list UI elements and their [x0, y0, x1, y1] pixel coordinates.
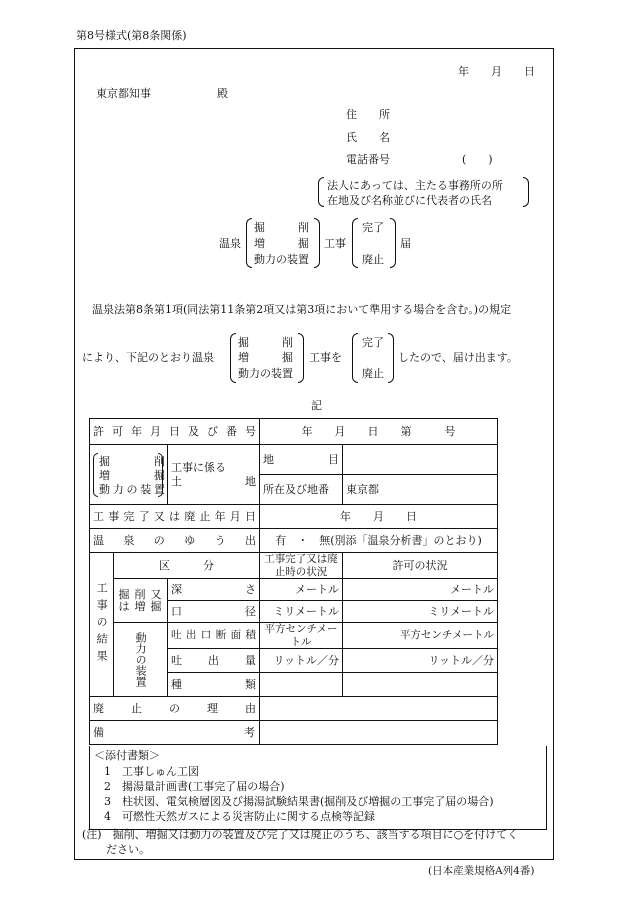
- reason-label: 廃止の理由: [90, 697, 260, 721]
- diameter-status[interactable]: ミリメートル: [260, 601, 343, 623]
- area-label: 吐出口断面積: [168, 623, 260, 649]
- remarks-char-2: 考: [244, 726, 255, 740]
- depth-permit[interactable]: メートル: [343, 579, 498, 601]
- area-permit[interactable]: 平方センチメートル: [343, 623, 498, 649]
- area-row: [90, 623, 498, 649]
- land-label: [168, 445, 260, 505]
- corp-note-open-brace: [318, 177, 324, 207]
- result-header-row: [90, 553, 498, 579]
- permit-label: 許可年月日及び番号: [90, 419, 260, 445]
- result-label: 工事の結果: [90, 553, 114, 697]
- type-label: 種 類: [168, 673, 260, 697]
- permit-value[interactable]: 年 月 日 第 号: [260, 419, 498, 445]
- douryoku-group-label: 動力の装置: [114, 623, 168, 697]
- body-item-zoukutsu[interactable]: 増 掘: [238, 351, 293, 364]
- title-item-zoukutsu[interactable]: 増 掘: [254, 237, 309, 250]
- area-status[interactable]: 平方センチメートル: [260, 623, 343, 649]
- chimoku-label: 地 目: [260, 445, 343, 475]
- flow-label: 吐 出 量: [168, 649, 260, 673]
- work-type-open-brace: [93, 453, 98, 497]
- body-item-douryoku[interactable]: 動力の装置: [238, 367, 293, 380]
- yuushutsu-label: 温泉のゆう出: [90, 529, 260, 553]
- submission-date[interactable]: 年 月 日: [458, 65, 535, 78]
- flow-permit[interactable]: リットル／分: [343, 649, 498, 673]
- depth-status[interactable]: メートル: [260, 579, 343, 601]
- reason-row: [90, 697, 498, 721]
- complete-date-value[interactable]: 年 月 日: [260, 505, 498, 529]
- land-label-line-2: 土 地: [171, 474, 256, 488]
- attachments-heading: ＜添付書類＞: [94, 749, 160, 762]
- note-line-2: ださい。: [106, 843, 150, 856]
- phone-label: 電話番号: [346, 153, 390, 166]
- remarks-char-1: 備: [93, 726, 104, 740]
- title-option-complete[interactable]: 完了: [362, 221, 384, 234]
- kussaku-group-label: 掘削又は増掘: [118, 587, 163, 613]
- body-options-open-brace: [352, 333, 358, 383]
- form-code: 第8号様式(第8条関係): [76, 29, 187, 42]
- type-permit[interactable]: [343, 673, 498, 697]
- type-status[interactable]: [260, 673, 343, 697]
- remarks-label-wrap: [93, 726, 255, 739]
- attachment-item-1: 1 工事しゅん工図: [104, 765, 199, 778]
- title-option-abolish[interactable]: 廃止: [362, 253, 384, 266]
- report-table: [89, 418, 498, 745]
- depth-label: 深 さ: [168, 579, 260, 601]
- yuushutsu-value[interactable]: 有 ・ 無(別添「温泉分析書」のとおり): [260, 529, 498, 553]
- body-item-kussaku[interactable]: 掘 削: [238, 336, 293, 349]
- location-value[interactable]: 東京都: [343, 475, 498, 505]
- title-options-open-brace: [352, 218, 358, 268]
- title-middle: 工事: [324, 237, 346, 250]
- body-options-close-brace: [388, 333, 394, 383]
- work-type-close-brace: [158, 453, 163, 497]
- address-label: 住 所: [346, 108, 390, 121]
- attachments-box: [89, 746, 547, 830]
- col-permit-label: 許可の状況: [343, 553, 498, 579]
- title-options-close-brace: [390, 218, 396, 268]
- diameter-permit[interactable]: ミリメートル: [343, 601, 498, 623]
- kubun-label: 区 分: [114, 553, 260, 579]
- ki-heading: 記: [311, 399, 322, 412]
- corp-note-close-brace: [523, 177, 529, 207]
- complete-date-row: [90, 505, 498, 529]
- complete-date-label: 工事完了又は廃止年月日: [90, 505, 260, 529]
- attachment-item-2: 2 揚湯量計画書(工事完了届の場合): [104, 780, 285, 793]
- attachment-item-3: 3 柱状図、電気検層図及び揚湯試験結果書(掘削及び増掘の工事完了届の場合): [104, 795, 494, 808]
- work-type-douryoku[interactable]: 動力の装置: [99, 483, 165, 496]
- body-line-1: 温泉法第8条第1項(同法第11条第2項又は第3項において準用する場合を含む。)の規定: [92, 303, 512, 316]
- corp-note-line-1: 法人にあっては、主たる事務所の所: [327, 179, 503, 192]
- permit-row: [90, 419, 498, 445]
- addressee: 東京都知事 殿: [96, 87, 228, 100]
- chimoku-value[interactable]: [343, 445, 498, 475]
- remarks-label-cell: [90, 721, 260, 745]
- body-line-2-prefix: により、下記のとおり温泉: [82, 351, 214, 364]
- body-items-close-brace: [298, 333, 304, 383]
- remarks-value[interactable]: [260, 721, 498, 745]
- remarks-row: [90, 721, 498, 745]
- work-type-kussaku[interactable]: 掘 削: [99, 455, 165, 468]
- chimoku-row: [90, 445, 498, 475]
- attachment-item-4: 4 可燃性天然ガスによる災害防止に関する点検等記録: [104, 810, 375, 823]
- reason-value[interactable]: [260, 697, 498, 721]
- corp-note-line-2: 在地及び名称並びに代表者の氏名: [327, 194, 492, 207]
- location-label: 所在及び地番: [260, 475, 343, 505]
- diameter-label: 口 径: [168, 601, 260, 623]
- title-item-douryoku[interactable]: 動力の装置: [254, 253, 309, 266]
- kussaku-group-cell: [114, 579, 168, 623]
- note-line-1: (注) 掘削、増掘又は動力の装置及び完了又は廃止のうち、該当する項目に○を付けてく: [82, 828, 519, 841]
- body-option-abolish[interactable]: 廃止: [362, 367, 384, 380]
- body-middle: 工事を: [309, 351, 342, 364]
- yuushutsu-row: [90, 529, 498, 553]
- title-items-open-brace: [246, 218, 252, 268]
- phone-parentheses[interactable]: ( ): [462, 153, 493, 166]
- land-label-line-1: 工事に係る: [171, 461, 226, 475]
- body-suffix: したので、届け出ます。: [398, 351, 518, 364]
- paper-size-footer: (日本産業規格A列4番): [428, 865, 535, 877]
- depth-row: [90, 579, 498, 601]
- flow-status[interactable]: リットル／分: [260, 649, 343, 673]
- work-type-zoukutsu[interactable]: 増 掘: [99, 469, 165, 482]
- body-option-complete[interactable]: 完了: [362, 336, 384, 349]
- title-items-close-brace: [314, 218, 320, 268]
- title-prefix: 温泉: [219, 237, 241, 250]
- title-item-kussaku[interactable]: 掘 削: [254, 221, 309, 234]
- name-label: 氏 名: [346, 131, 390, 144]
- title-suffix: 届: [400, 237, 411, 250]
- work-type-cell: [90, 445, 168, 505]
- col-status-label: 工事完了又は廃止時の状況: [260, 553, 343, 579]
- body-items-open-brace: [230, 333, 236, 383]
